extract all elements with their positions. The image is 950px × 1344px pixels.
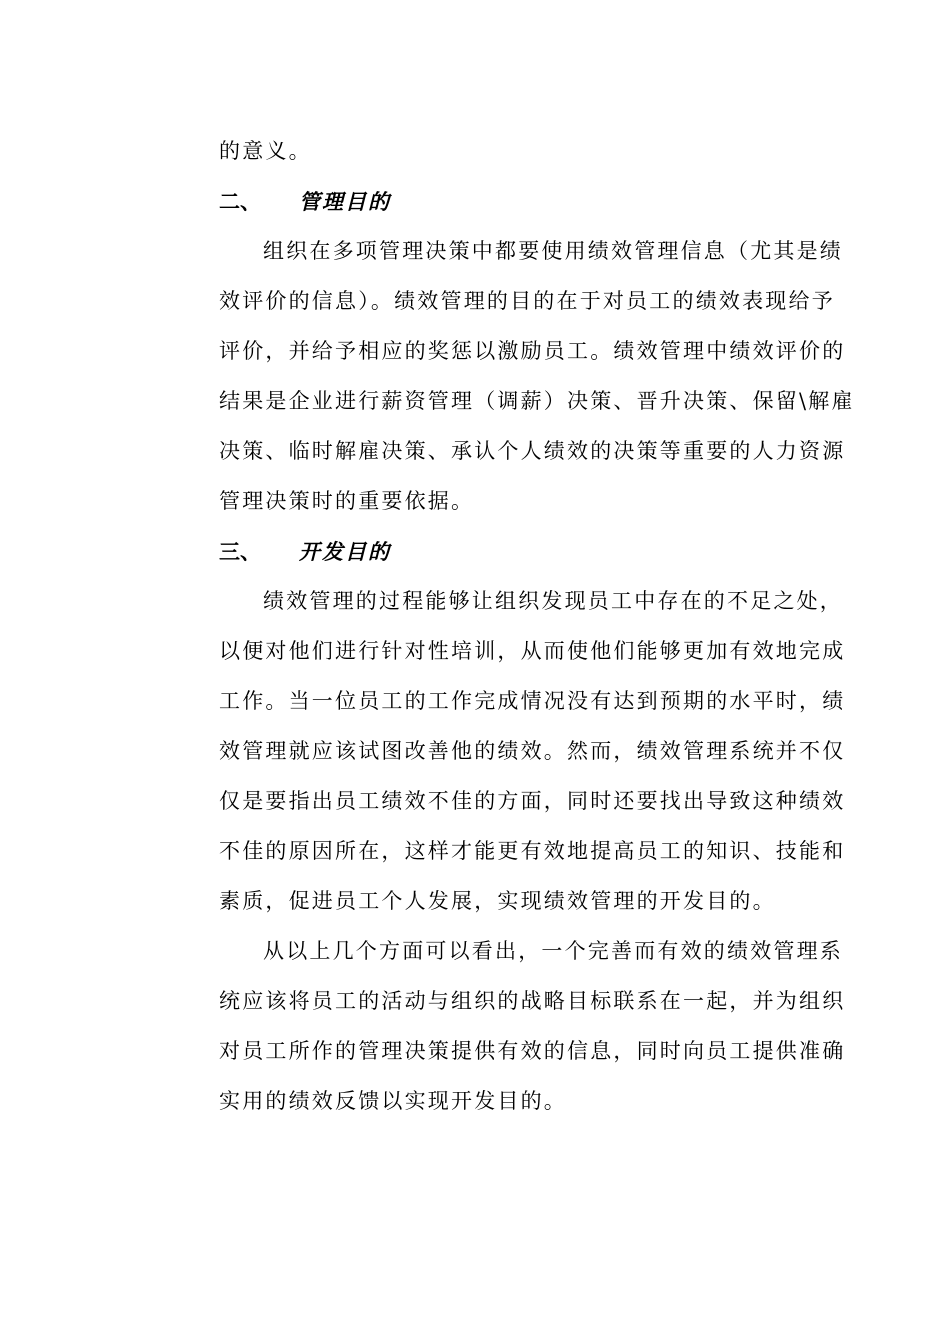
- section-title: 开发目的: [299, 539, 391, 564]
- paragraph-line: 以便对他们进行针对性培训，从而使他们能够更加有效地完成: [219, 639, 846, 663]
- paragraph-conclusion: [219, 926, 846, 1126]
- paragraph-line: 不佳的原因所在，这样才能更有效地提高员工的知识、技能和: [219, 839, 846, 863]
- document-body: [219, 126, 855, 1126]
- paragraph-line: 素质，促进员工个人发展，实现绩效管理的开发目的。: [219, 889, 776, 913]
- intro-line: 的意义。: [219, 139, 312, 163]
- paragraph-line: 统应该将员工的活动与组织的战略目标联系在一起，并为组织: [219, 989, 846, 1013]
- paragraph-line: 结果是企业进行薪资管理（调薪）决策、晋升决策、保留\解雇: [219, 389, 855, 413]
- paragraph-line: 仅是要指出员工绩效不佳的方面，同时还要找出导致这种绩效: [219, 789, 846, 813]
- paragraph-line: 效管理就应该试图改善他的绩效。然而，绩效管理系统并不仅: [219, 739, 846, 763]
- paragraph-line: 组织在多项管理决策中都要使用绩效管理信息（尤其是绩: [263, 239, 843, 263]
- paragraph-line: 评价，并给予相应的奖惩以激励员工。绩效管理中绩效评价的: [219, 339, 846, 363]
- paragraph-line: 从以上几个方面可以看出，一个完善而有效的绩效管理系: [263, 939, 843, 963]
- paragraph-line: 绩效管理的过程能够让组织发现员工中存在的不足之处，: [263, 589, 843, 613]
- paragraph-line: 效评价的信息）。绩效管理的目的在于对员工的绩效表现给予: [219, 289, 835, 313]
- paragraph-line: 工作。当一位员工的工作完成情况没有达到预期的水平时，绩: [219, 689, 846, 713]
- paragraph-development-purpose: [219, 576, 846, 926]
- paragraph-line: 实用的绩效反馈以实现开发目的。: [219, 1089, 567, 1113]
- paragraph-line: 对员工所作的管理决策提供有效的信息，同时向员工提供准确: [219, 1039, 846, 1063]
- section-number: 二、: [219, 189, 261, 214]
- paragraph-management-purpose: [219, 226, 855, 526]
- paragraph-line: 决策、临时解雇决策、承认个人绩效的决策等重要的人力资源: [219, 439, 846, 463]
- section-heading-development-purpose: [219, 526, 839, 576]
- section-number: 三、: [219, 539, 261, 564]
- section-heading-management-purpose: [219, 176, 839, 226]
- section-title: 管理目的: [299, 189, 391, 214]
- paragraph-line: 管理决策时的重要依据。: [219, 489, 475, 513]
